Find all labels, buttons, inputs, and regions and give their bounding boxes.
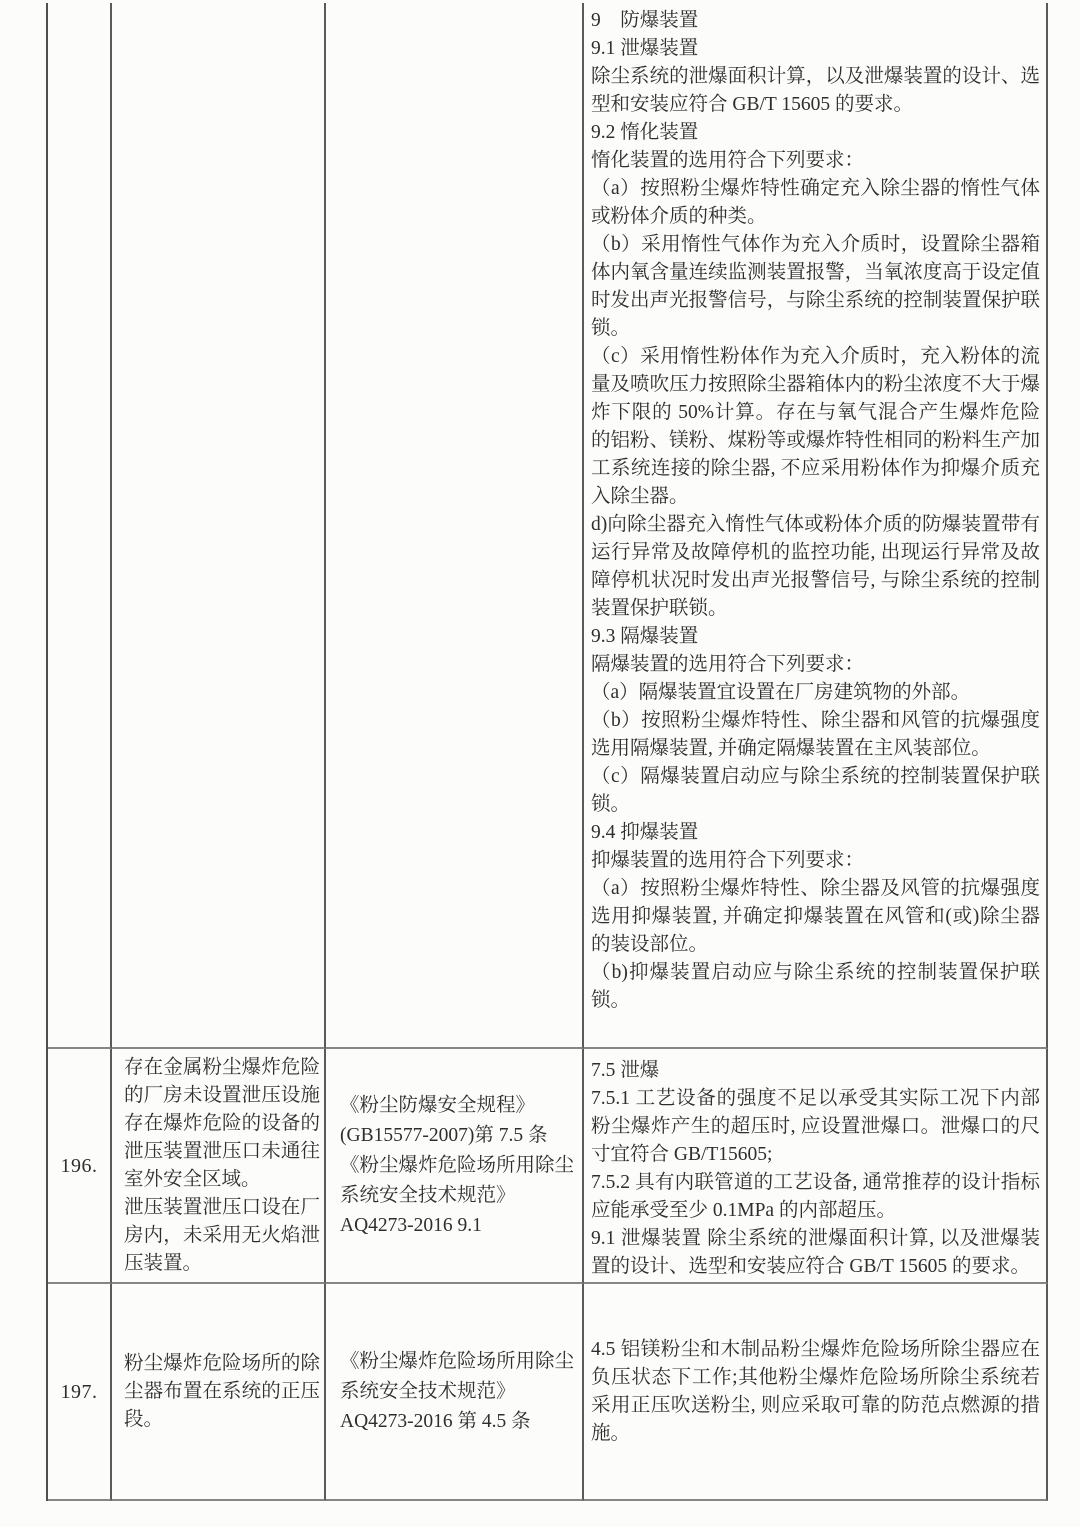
row-196-description-cell (112, 1049, 326, 1284)
requirement-paragraph: 9.1 泄爆装置 除尘系统的泄爆面积计算, 以及泄爆装置的设计、选型和安装应符合 GB/T 15605 的要求。 (591, 1228, 1040, 1277)
standard-line: 系统安全技术规范》 (340, 1380, 516, 1402)
requirement-paragraph: 7.5.2 具有内联管道的工艺设备, 通常推荐的设计指标应能承受至少 0.1MPa 的内部超压。 (591, 1172, 1040, 1221)
description-paragraph: 存在金属粉尘爆炸危险的厂房未设置泄压设施存在爆炸危险的设备的泄压装置泄压口未通往室外安全区域。 (124, 1056, 320, 1190)
row-196-number-cell: 196. (48, 1049, 112, 1284)
requirement-paragraph: （c）隔爆装置启动应与除尘系统的控制装置保护联锁。 (591, 766, 1040, 815)
row-197-standards-cell (326, 1284, 584, 1501)
requirement-paragraph: （c）采用惰性粉体作为充入介质时，充入粉体的流量及喷吹压力按照除尘器箱体内的粉尘浓度不大于爆炸下限的 50%计算。存在与氧气混合产生爆炸危险的铝粉、镁粉、煤粉等或爆炸特性相同的粉料生产加工系统连接的除尘器, 不应采用粉体作为抑爆介质充入除尘器。 (591, 346, 1040, 507)
requirement-paragraph: 9.2 惰化装置 (591, 122, 699, 143)
requirement-paragraph: 除尘系统的泄爆面积计算，以及泄爆装置的设计、选型和安装应符合 GB/T 15605 的要求。 (591, 66, 1040, 115)
requirement-paragraph: （b)抑爆装置启动应与除尘系统的控制装置保护联锁。 (591, 962, 1040, 1011)
regulation-table (46, 3, 1048, 1501)
requirement-paragraph: （b）按照粉尘爆炸特性、除尘器和风管的抗爆强度选用隔爆装置, 并确定隔爆装置在主风装部位。 (591, 710, 1040, 759)
requirement-paragraph: 9 防爆装置 (591, 10, 699, 31)
requirement-paragraph: 9.1 泄爆装置 (591, 38, 699, 59)
row-197-number-cell: 197. (48, 1284, 112, 1501)
requirement-paragraph: 7.5 泄爆 (591, 1060, 660, 1081)
requirement-paragraph: 惰化装置的选用符合下列要求： (591, 150, 865, 171)
requirement-paragraph: （a）隔爆装置宜设置在厂房建筑物的外部。 (591, 682, 971, 703)
standard-line: (GB15577-2007)第 7.5 条 (340, 1124, 548, 1146)
standard-line: AQ4273-2016 9.1 (340, 1214, 482, 1236)
requirement-paragraph: 9.3 隔爆装置 (591, 626, 699, 647)
requirement-paragraph: 7.5.1 工艺设备的强度不足以承受其实际工况下内部粉尘爆炸产生的超压时, 应设置泄爆口。泄爆口的尺寸宜符合 GB/T15605; (591, 1088, 1040, 1165)
requirement-paragraph: 4.5 铝镁粉尘和木制品粉尘爆炸危险场所除尘器应在负压状态下工作;其他粉尘爆炸危险场所除尘系统若采用正压吹送粉尘, 则应采取可靠的防范点燃源的措施。 (591, 1338, 1040, 1444)
standard-line: 《粉尘防爆安全规程》 (340, 1094, 536, 1116)
row-197-description-cell (112, 1284, 326, 1501)
requirement-paragraph: 隔爆装置的选用符合下列要求： (591, 654, 865, 675)
requirement-paragraph: （b）采用惰性气体作为充入介质时，设置除尘器箱体内氧含量连续监测装置报警，当氧浓度高于设定值时发出声光报警信号，与除尘系统的控制装置保护联锁。 (591, 234, 1040, 339)
row-continuation-standards-cell (326, 3, 584, 1049)
standard-line: 《粉尘爆炸危险场所用除尘 (340, 1350, 575, 1372)
requirement-paragraph: 9.4 抑爆装置 (591, 822, 699, 843)
row-continuation-description-cell (112, 3, 326, 1049)
requirement-paragraph: d)向除尘器充入惰性气体或粉体介质的防爆装置带有运行异常及故障停机的监控功能, 出现运行异常及故障停机状况时发出声光报警信号, 与除尘系统的控制装置保护联锁。 (591, 514, 1040, 619)
row-197-requirements-cell (584, 1284, 1048, 1501)
row-continuation-requirements-cell (584, 3, 1048, 1049)
row-continuation-number-cell (48, 3, 112, 1049)
requirement-paragraph: 抑爆装置的选用符合下列要求： (591, 850, 865, 871)
description-paragraph: 粉尘爆炸危险场所的除尘器布置在系统的正压段。 (124, 1352, 320, 1430)
standard-line: AQ4273-2016 第 4.5 条 (340, 1410, 531, 1432)
requirement-paragraph: （a）按照粉尘爆炸特性确定充入除尘器的惰性气体或粉体介质的种类。 (591, 178, 1040, 227)
row-196-standards-cell (326, 1049, 584, 1284)
requirement-paragraph: （a）按照粉尘爆炸特性、除尘器及风管的抗爆强度选用抑爆装置, 并确定抑爆装置在风管和(或)除尘器的装设部位。 (591, 878, 1040, 955)
row-196-requirements-cell (584, 1049, 1048, 1284)
standard-line: 系统安全技术规范》 (340, 1184, 516, 1206)
standard-line: 《粉尘爆炸危险场所用除尘 (340, 1154, 575, 1176)
description-paragraph: 泄压装置泄压口设在厂房内，未采用无火焰泄压装置。 (124, 1196, 320, 1274)
